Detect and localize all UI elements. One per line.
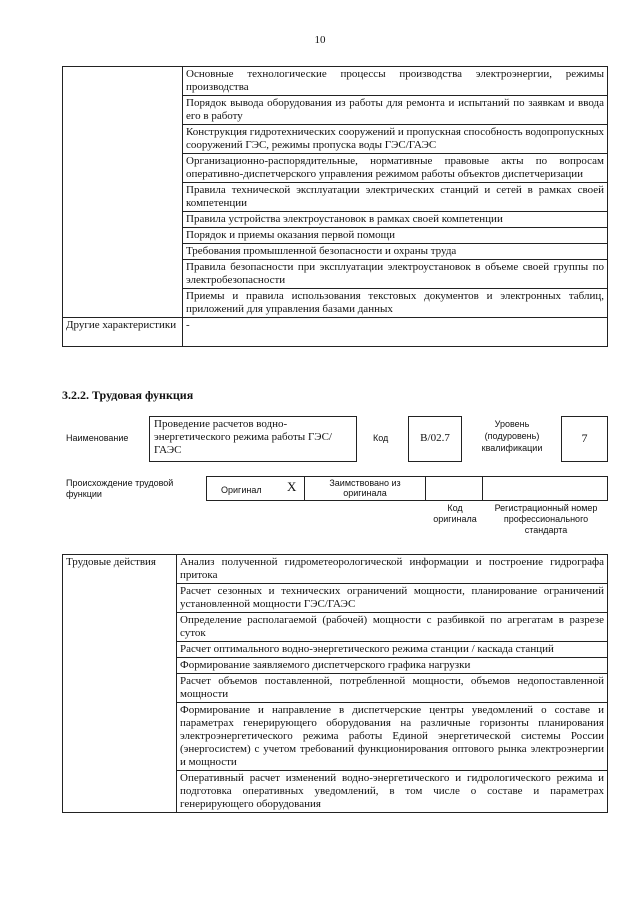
knowledge-row: Правила технической эксплуатации электрических станций и сетей в рамках своей компетенции <box>183 183 608 212</box>
knowledge-row: Основные технологические процессы производства электроэнергии, режимы производства <box>183 67 608 96</box>
knowledge-row: Требования промышленной безопасности и охраны труда <box>183 244 608 260</box>
knowledge-row: Приемы и правила использования текстовых документов и электронных таблиц, приложений для управления базами данных <box>183 289 608 318</box>
reg-number-caption: Регистрационный номер профессионального стандарта <box>494 503 598 535</box>
knowledge-row: Порядок вывода оборудования из работы для ремонта и испытаний по заявкам и ввода его в работу <box>183 96 608 125</box>
function-name-box: Проведение расчетов водно-энергетического режима работы ГЭС/ГАЭС <box>149 416 357 462</box>
knowledge-table <box>62 66 608 347</box>
borrowed-label: Заимствовано из оригинала <box>329 478 401 498</box>
level-label: Уровень (подуровень) квалификации <box>481 419 543 453</box>
labor-action-row: Расчет объемов поставленной, потребленной мощности, объемов недопоставленной мощности <box>177 674 608 703</box>
origin-label: Происхождение трудовой функции <box>66 478 174 499</box>
section-title: 3.2.2. Трудовая функция <box>62 388 194 402</box>
name-label: Наименование <box>66 433 129 443</box>
labor-action-row: Расчет сезонных и технических ограничений мощности, планирование ограничений установленной мощности ГЭС/ГАЭС <box>177 584 608 613</box>
original-mark: X <box>287 479 297 494</box>
origin-reg-cell <box>482 476 608 501</box>
code-label: Код <box>373 433 389 443</box>
knowledge-row: Правила безопасности при эксплуатации электроустановок в объеме своей группы по электробезопасности <box>183 260 608 289</box>
level-value-box: 7 <box>561 416 608 462</box>
knowledge-row: Конструкция гидротехнических сооружений и пропускная способность водопропускных сооружений ГЭС, режимы пропуска воды ГЭС/ГАЭС <box>183 125 608 154</box>
function-code-box: B/02.7 <box>408 416 462 462</box>
origin-original-cell <box>206 476 304 501</box>
origin-code-cell <box>425 476 483 501</box>
labor-action-row: Формирование и направление в диспетчерские центры уведомлений о составе и параметрах генерирующего оборудования на различные горизонты планирования электроэнергетического режима работы Единой энергетической системы России (энергосистем) с учетом требований функционирования оптового рынка электроэнергии и мощности <box>177 703 608 771</box>
labor-action-row: Оперативный расчет изменений водно-энергетического и гидрологического режима и подготовка оперативных уведомлений, в том числе о составе и параметрах генерирующего оборудования <box>177 771 608 813</box>
labor-action-row: Анализ полученной гидрометеорологической информации и построение гидрографа притока <box>177 555 608 584</box>
page-number: 10 <box>314 34 326 46</box>
knowledge-row: Порядок и приемы оказания первой помощи <box>183 228 608 244</box>
knowledge-label-cell <box>63 67 183 318</box>
knowledge-row: Организационно-распорядительные, нормативные правовые акты по вопросам оперативно-диспетчерского управления режимом работы объектов диспетчеризации <box>183 154 608 183</box>
labor-action-row: Расчет оптимального водно-энергетического режима станции / каскада станций <box>177 642 608 658</box>
other-characteristics-value: - <box>183 318 608 347</box>
labor-actions-label: Трудовые действия <box>63 555 177 813</box>
labor-action-row: Формирование заявляемого диспетчерского графика нагрузки <box>177 658 608 674</box>
other-characteristics-label: Другие характеристики <box>63 318 183 347</box>
knowledge-row: Правила устройства электроустановок в рамках своей компетенции <box>183 212 608 228</box>
labor-action-row: Определение располагаемой (рабочей) мощности с разбивкой по агрегатам в разрезе суток <box>177 613 608 642</box>
original-label: Оригинал <box>221 485 262 495</box>
code-original-caption: Код оригинала <box>433 503 477 524</box>
origin-borrowed-cell <box>304 476 426 501</box>
labor-actions-table <box>62 554 608 813</box>
